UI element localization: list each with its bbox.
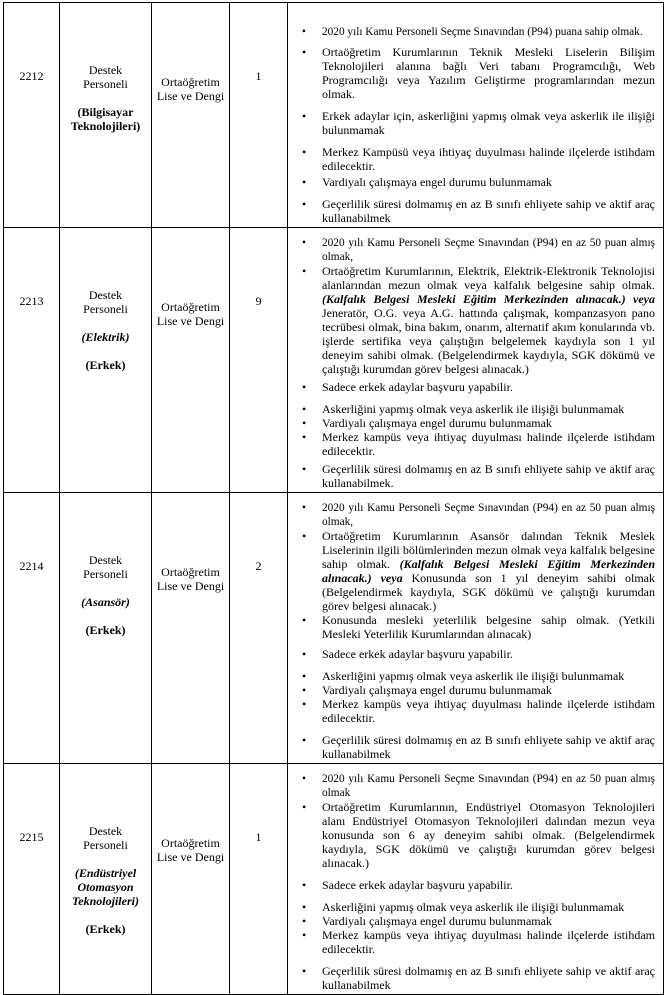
position-specialty: (Elektrik) (81, 330, 130, 344)
requirements-cell (288, 764, 664, 995)
education-level: Ortaöğretim Lise ve Dengi (152, 3, 230, 228)
education-level: Ortaöğretim Lise ve Dengi (152, 493, 230, 764)
list-item: • Sadece erkek adaylar başvuru yapabilir. (322, 647, 655, 661)
list-item: • Merkez kampüs veya ihtiyaç duyulması halinde ilçelerde istihdam edilecektir. (322, 430, 655, 458)
position-title: Destek Personeli (Bilgisayar Teknolojileri) (60, 3, 152, 228)
list-item: • Konusunda mesleki yeterlilik belgesine sahip olmak. (Yetkili Mesleki Yeterlilik Kurumlarından alınacak) (322, 613, 655, 641)
list-item: • Merkez kampüs veya ihtiyaç duyulması halinde ilçelerde istihdam edilecektir. (322, 928, 655, 956)
position-title: Destek Personeli (Elektrik) (Erkek) (60, 228, 152, 493)
list-item: • Erkek adaylar için, askerliğini yapmış olmak veya askerlik ile ilişiği bulunmamak (322, 109, 655, 137)
list-item: • Vardiyalı çalışmaya engel durumu bulunmamak (322, 416, 655, 430)
list-item: • Ortaöğretim Kurumlarının Teknik Mesleki Liselerin Bilişim Teknolojileri alanına bağlı Veri tabanı Programcılığı, Web Programcılığı veya Yazılım Geliştirme programlarından mezun olmak. (322, 45, 655, 101)
position-title: Destek Personeli (Endüstriyel Otomasyon Teknolojileri) (Erkek) (60, 764, 152, 995)
education-level: Ortaöğretim Lise ve Dengi (152, 228, 230, 493)
list-item: • Ortaöğretim Kurumlarının Asansör dalından Teknik Meslek Liselerinin ilgili bölümlerinden mezun olmak veya kalfalık belgesine sahip olmak. (Kalfalık Belgesi Mesleki Eğitim Merkezinden alınacak.) veya Konusunda son 1 yıl deneyim sahibi olmak (Belgelendirmek kaydıyla, SGK dökümü ve çalıştığı kurumdan görev belgesi alınacak.) (322, 529, 655, 613)
list-item: • Geçerlilik süresi dolmamış en az B sınıfı ehliyete sahip ve aktif araç kullanabilmek (322, 733, 655, 761)
position-count: 1 (230, 764, 288, 995)
requirements-list (288, 25, 655, 225)
position-specialty: (Endüstriyel Otomasyon Teknolojileri) (72, 866, 139, 908)
position-specialty: (Asansör) (81, 595, 130, 609)
list-item: • Merkez Kampüsü veya ihtiyaç duyulması halinde ilçelerde istihdam edilecektir. (322, 145, 655, 173)
list-item: • 2020 yılı Kamu Personeli Seçme Sınavından (P94) puana sahip olmak. (322, 25, 655, 39)
list-item: • Sadece erkek adaylar başvuru yapabilir. (322, 380, 655, 394)
list-item: • 2020 yılı Kamu Personeli Seçme Sınavından (P94) en az 50 puan almış olmak (322, 772, 655, 800)
list-item: • Askerliğini yapmış olmak veya askerlik ile ilişiği bulunmamak (322, 402, 655, 416)
list-item: • Geçerlilik süresi dolmamış en az B sınıfı ehliyete sahip ve aktif araç kullanabilmek. (322, 462, 655, 490)
table-row (4, 493, 664, 764)
list-item: • Askerliğini yapmış olmak veya askerlik ile ilişiği bulunmamak (322, 669, 655, 683)
list-item: • Sadece erkek adaylar başvuru yapabilir. (322, 878, 655, 892)
list-item: • Geçerlilik süresi dolmamış en az B sınıfı ehliyete sahip ve aktif araç kullanabilmek (322, 964, 655, 992)
position-specialty: (Bilgisayar Teknolojileri) (70, 105, 141, 133)
list-item: • 2020 yılı Kamu Personeli Seçme Sınavından (P94) en az 50 puan almış olmak, (322, 501, 655, 529)
position-gender: (Erkek) (85, 922, 126, 936)
list-item: • Vardiyalı çalışmaya engel durumu bulunmamak (322, 175, 655, 189)
position-code: 2214 (4, 493, 60, 764)
table-row (4, 764, 664, 995)
requirements-list (288, 236, 655, 490)
position-code: 2215 (4, 764, 60, 995)
list-item: • Geçerlilik süresi dolmamış en az B sınıfı ehliyete sahip ve aktif araç kullanabilmek (322, 197, 655, 225)
table-row (4, 228, 664, 493)
list-item: • Ortaöğretim Kurumlarının, Elektrik, Elektrik-Elektronik Teknolojisi alanlarından mezun olmak veya kalfalık belgesine sahip olmak. (Kalfalık Belgesi Mesleki Eğitim Merkezinden alınacak.) veya Jeneratör, O.G. veya A.G. hattında çalışmak, kompanzasyon pano tecrübesi olmak, bina bakım, onarım, alternatif akım konularında vb. işlerde sertifika veya çalıştığın belgelemek kaydıyla son 1 yıl deneyim sahibi olmak. (Belgelendirmek kaydıyla, SGK dökümü ve çalıştığı kurumdan görev belgesi alınacak.) (322, 264, 655, 376)
requirements-list (288, 501, 655, 761)
table-row (4, 3, 664, 228)
list-item: • Vardiyalı çalışmaya engel durumu bulunmamak (322, 914, 655, 928)
position-gender: (Erkek) (85, 623, 126, 637)
position-gender: (Erkek) (85, 358, 126, 372)
position-code: 2212 (4, 3, 60, 228)
requirements-cell (288, 228, 664, 493)
position-count: 9 (230, 228, 288, 493)
list-item: • Ortaöğretim Kurumlarının, Endüstriyel Otomasyon Teknolojileri alanı Endüstriyel Otomasyon Teknolojileri dalından mezun veya konusunda son 6 ay deneyim sahibi olmak. (Belgelendirmek kaydıyla, SGK dökümü ve çalıştığı kurumdan görev belgesi alınacak.) (322, 800, 655, 870)
requirements-cell (288, 493, 664, 764)
position-count: 2 (230, 493, 288, 764)
requirements-cell (288, 3, 664, 228)
position-code: 2213 (4, 228, 60, 493)
requirements-list (288, 772, 655, 992)
position-count: 1 (230, 3, 288, 228)
list-item: • Vardiyalı çalışmaya engel durumu bulunmamak (322, 683, 655, 697)
list-item: • Askerliğini yapmış olmak veya askerlik ile ilişiği bulunmamak (322, 900, 655, 914)
list-item: • Merkez kampüs veya ihtiyaç duyulması halinde ilçelerde istihdam edilecektir. (322, 697, 655, 725)
education-level: Ortaöğretim Lise ve Dengi (152, 764, 230, 995)
list-item: • 2020 yılı Kamu Personeli Seçme Sınavından (P94) en az 50 puan almış olmak, (322, 236, 655, 264)
position-title: Destek Personeli (Asansör) (Erkek) (60, 493, 152, 764)
positions-table (3, 2, 664, 995)
